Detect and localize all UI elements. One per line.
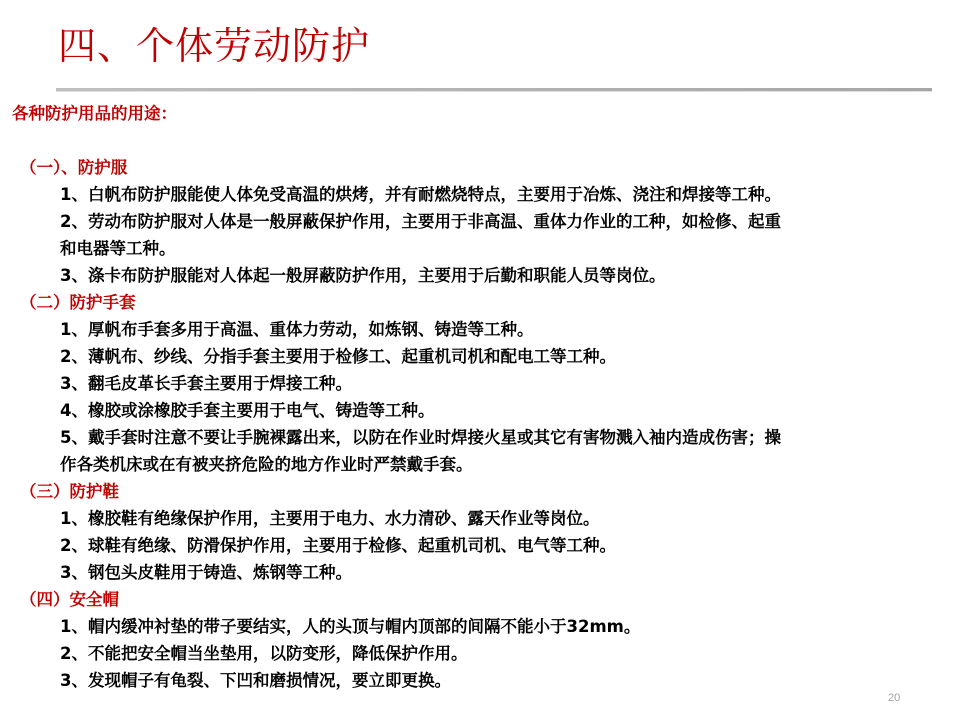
list-item-text: 和电器等工种。 [60,239,176,258]
list-item-text: 1、厚帆布手套多用于高温、重体力劳动，如炼钢、铸造等工种。 [60,320,534,339]
list-item [12,397,940,424]
list-item [12,559,940,586]
list-item-continuation [12,451,940,478]
section-protective-clothing [12,154,940,289]
list-item [12,262,940,289]
content-body [12,100,940,694]
list-item-text: 2、球鞋有绝缘、防滑保护作用，主要用于检修、起重机司机、电气等工种。 [60,536,616,555]
section-protective-gloves [12,289,940,478]
section-safety-helmet [12,586,940,694]
list-item [12,667,940,694]
list-item [12,181,940,208]
list-item-text: 1、帽内缓冲衬垫的带子要结实，人的头顶与帽内顶部的间隔不能小于32mm。 [60,617,641,636]
page-number: 20 [888,692,901,704]
title-divider-shadow [56,91,932,92]
list-item [12,370,940,397]
list-item-text: 2、劳动布防护服对人体是一般屏蔽保护作用，主要用于非高温、重体力作业的工种，如检修、起重 [60,212,781,231]
list-item-text: 1、白帆布防护服能使人体免受高温的烘烤，并有耐燃烧特点，主要用于冶炼、浇注和焊接等工种。 [60,185,781,204]
section-heading: （一）、防护服 [20,158,128,177]
list-item-continuation [12,235,940,262]
list-item [12,424,940,451]
list-item-text: 3、涤卡布防护服能对人体起一般屏蔽防护作用，主要用于后勤和职能人员等岗位。 [60,266,666,285]
list-item [12,532,940,559]
list-item [12,613,940,640]
list-item-text: 3、翻毛皮革长手套主要用于焊接工种。 [60,374,352,393]
list-item-text: 3、发现帽子有龟裂、下凹和磨损情况，要立即更换。 [60,671,451,690]
list-item [12,505,940,532]
intro-heading: 各种防护用品的用途： [12,104,177,123]
list-item-text: 2、薄帆布、纱线、分指手套主要用于检修工、起重机司机和配电工等工种。 [60,347,616,366]
section-protective-shoes [12,478,940,586]
section-heading: （三）防护鞋 [20,482,119,501]
page-title: 四、个体劳动防护 [58,24,371,68]
section-heading: （二）防护手套 [20,293,136,312]
list-item [12,208,940,235]
list-item-text: 作各类机床或在有被夹挤危险的地方作业时严禁戴手套。 [60,455,473,474]
list-item-text: 3、钢包头皮鞋用于铸造、炼钢等工种。 [60,563,352,582]
list-item [12,316,940,343]
list-item-text: 1、橡胶鞋有绝缘保护作用，主要用于电力、水力清砂、露天作业等岗位。 [60,509,600,528]
section-heading: （四）安全帽 [20,590,119,609]
list-item-text: 2、不能把安全帽当坐垫用，以防变形，降低保护作用。 [60,644,468,663]
list-item-text: 4、橡胶或涂橡胶手套主要用于电气、铸造等工种。 [60,401,435,420]
list-item [12,343,940,370]
list-item-text: 5、戴手套时注意不要让手腕裸露出来，以防在作业时焊接火星或其它有害物溅入袖内造成伤害；操 [60,428,781,447]
list-item [12,640,940,667]
